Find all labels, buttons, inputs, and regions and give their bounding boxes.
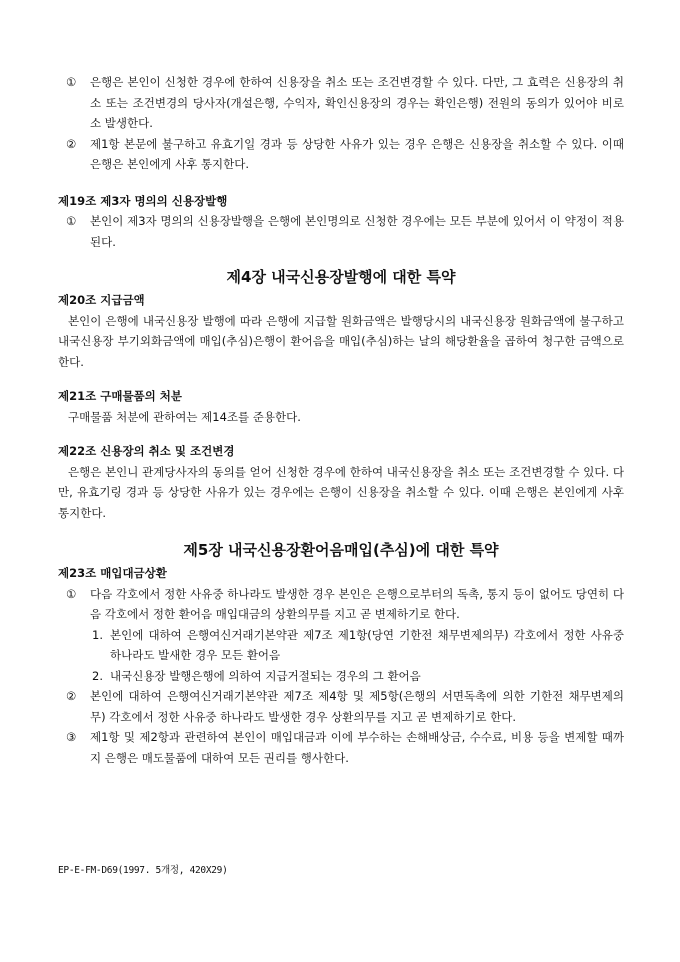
item-text: 은행은 본인이 신청한 경우에 한하여 신용장을 취소 또는 조건변경할 수 있다. 다만, 그 효력은 신용장의 취소 또는 조건변경의 당사자(개설은행, 수익자, 확인신용장의 경우는 확인은행) 전원의 동의가 있어야 비로소 발생한다. bbox=[90, 75, 624, 130]
chapter-5-title: 제5장 내국신용장환어음매입(추심)에 대한 특약 bbox=[183, 541, 499, 559]
item-number: ① bbox=[66, 214, 77, 228]
article-22-title: 제22조 신용장의 취소 및 조건변경 bbox=[58, 444, 235, 458]
sub-item-number: 2. bbox=[92, 668, 103, 683]
list-item bbox=[66, 72, 624, 134]
item-text: 다음 각호에서 정한 사유중 하나라도 발생한 경우 본인은 은행으로부터의 독촉, 통지 등이 없어도 당연히 다음 각호에서 정한 환어음 매입대금의 상환의무를 지고 곧 변제하기로 한다. bbox=[90, 586, 624, 621]
item-number: ② bbox=[66, 136, 77, 151]
article-20-text: 본인이 은행에 내국신용장 발행에 따라 은행에 지급할 원화금액은 발행당시의 내국신용장 원화금액에 불구하고 내국신용장 부기외화금액에 매입(추심)은행이 환어음을 매입(추심)하는 날의 해당환율을 곱하여 청구한 금액으로 한다. bbox=[58, 313, 624, 369]
list-item bbox=[66, 134, 624, 175]
article-21-title: 제21조 구매물품의 처분 bbox=[58, 389, 182, 403]
list-item bbox=[66, 211, 624, 252]
list-item bbox=[66, 686, 624, 727]
item-text: 본인이 제3자 명의의 신용장발행을 은행에 본인명의로 신청한 경우에는 모든 부분에 있어서 이 약정이 적용된다. bbox=[90, 214, 624, 249]
item-text: 본인에 대하여 은행여신거래기본약관 제7조 제4항 및 제5항(은행의 서면독촉에 의한 기한전 채무변제의무) 각호에서 정한 사유중 하나라도 발생한 경우 상환의무를 지고 곧 변제하기로 한다. bbox=[90, 689, 624, 724]
article-22-text: 은행은 본인니 관계당사자의 동의를 얻어 신청한 경우에 한하여 내국신용장을 취소 또는 조건변경할 수 있다. 다만, 유효기링 경과 등 상당한 사유가 있는 경우에는 은행이 신용장을 취소할 수 있다. 이때 은행은 본인에게 사후 통지한다. bbox=[58, 464, 624, 520]
item-text: 제1항 본문에 불구하고 유효기일 경과 등 상당한 사유가 있는 경우 은행은 신용장을 취소할 수 있다. 이때 은행은 본인에게 사후 통지한다. bbox=[90, 136, 624, 171]
item-number: ② bbox=[66, 689, 77, 703]
sub-item-text: 본인에 대하여 은행여신거래기본약관 제7조 제1항(당연 기한전 채무변제의무) 각호에서 정한 사유중 하나라도 발새한 경우 모든 환어음 bbox=[110, 627, 624, 662]
item-number: ③ bbox=[66, 730, 77, 744]
sub-list-item bbox=[92, 625, 624, 666]
article-23-title: 제23조 매입대금상환 bbox=[58, 566, 167, 580]
sub-item-number: 1. bbox=[92, 627, 103, 642]
sub-item-text: 내국신용장 발행은행에 의하여 지급거절되는 경우의 그 환어음 bbox=[110, 668, 421, 683]
form-code-footer: EP-E-FM-D69(1997. 5개정, 420X29) bbox=[58, 865, 228, 876]
article-21-text: 구매물품 처분에 관하여는 제14조를 준용한다. bbox=[68, 409, 301, 424]
item-number: ① bbox=[66, 75, 77, 89]
list-item bbox=[66, 584, 624, 625]
article-20-title: 제20조 지급금액 bbox=[58, 293, 145, 307]
list-item bbox=[66, 727, 624, 768]
sub-list-item bbox=[92, 666, 624, 687]
item-number: ① bbox=[66, 586, 77, 601]
item-text: 제1항 및 제2항과 관련하여 본인이 매입대금과 이에 부수하는 손해배상금, 수수료, 비용 등을 변제할 때까지 은행은 매도물품에 대하여 모든 권리를 행사한다. bbox=[90, 730, 624, 765]
chapter-4-title: 제4장 내국신용장발행에 대한 특약 bbox=[226, 268, 456, 286]
article-19-title: 제19조 제3자 명의의 신용장발행 bbox=[58, 193, 228, 208]
